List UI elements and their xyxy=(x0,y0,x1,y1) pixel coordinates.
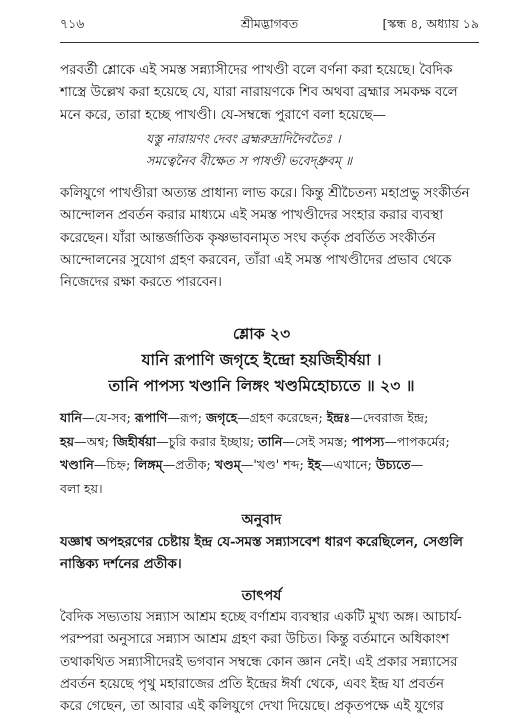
synonym-meaning: — xyxy=(410,457,424,472)
synonym-meaning: —দেবরাজ ইন্দ্র; xyxy=(350,410,429,425)
synonym-term: ইহ xyxy=(307,457,321,472)
synonym-meaning: —অশ্ব; xyxy=(74,433,113,449)
purport-title: তাৎপর্য xyxy=(241,588,282,604)
translation-text xyxy=(60,531,479,576)
kali-line: নিজেদের রক্ষা করতে পারবেন। xyxy=(60,275,222,291)
page-number: ৭১৬ xyxy=(60,16,85,31)
synonym-term: জগৃহে xyxy=(205,410,238,425)
synonym-meaning: —পাপকর্মের; xyxy=(384,433,450,449)
synonym-meaning: —যে-সব; xyxy=(82,410,135,425)
kali-line: করেছেন। যাঁরা আন্তর্জাতিক কৃষ্ণভাবনামৃত সংঘ কর্তৃক প্রবর্তিত সংকীর্তন xyxy=(60,230,436,246)
synonym-meaning: —রূপ; xyxy=(167,410,206,425)
intro-line: মনে করে, তারা হচ্ছে পাখণ্ডী। যে-সম্বন্ধে পুরাণে বলা হয়েছে— xyxy=(60,107,386,123)
synonym-meaning: —চিহ্ন; xyxy=(93,457,135,472)
synonym-line: বলা হয়। xyxy=(60,480,103,496)
translation-title: অনুবাদ xyxy=(241,512,282,528)
sloka-title: শ্লোক ২৩ xyxy=(232,324,291,343)
synonym-term: উচ্যতে xyxy=(375,457,411,472)
synonym-meaning: —এখানে; xyxy=(320,457,376,472)
synonym-meaning: —সেই সমস্ত; xyxy=(282,433,352,449)
synonym-line xyxy=(60,406,479,430)
synonym-term: ইন্দ্রঃ xyxy=(326,410,351,425)
purana-quote xyxy=(146,128,352,172)
synonym-term: হয় xyxy=(60,433,75,449)
synonym-term: জিহীর্ষয়া xyxy=(112,433,157,449)
synonym-meaning: —প্রতীক; xyxy=(162,457,215,472)
purport-line: তথাকথিত সন্ন্যাসীদেরই ভগবান সম্বন্ধে কোন জ্ঞান নেই। এই প্রকার সন্ন্যাসের xyxy=(60,654,458,670)
synonym-term: খণ্ডানি xyxy=(60,457,94,472)
kali-line: আন্দোলনের সুযোগ গ্রহণ করবেন, তাঁরা এই সমস্ত পাখণ্ডীদের প্রভাব থেকে xyxy=(60,252,452,268)
kali-paragraph xyxy=(60,183,479,294)
kali-line: কলিযুগে পাখণ্ডীরা অত্যন্ত প্রাধান্য লাভ করে। কিন্তু শ্রীচৈতন্য মহাপ্রভু সংকীর্তন xyxy=(60,186,470,201)
sloka-line: যানি রূপাণি জগৃহে ইন্দ্রো হয়জিহীর্ষয়া । xyxy=(141,350,382,369)
intro-line: পরবর্তী শ্লোকে এই সমস্ত সন্ন্যাসীদের পাখণ্ডী বলে বর্ণনা করা হয়েছে। বৈদিক xyxy=(60,63,453,78)
intro-line: শাস্ত্রে উল্লেখ করা হয়েছে যে, যারা নারায়ণকে শিব অথবা ব্রহ্মার সমকক্ষ বলে xyxy=(60,85,458,101)
purport-line: বৈদিক সভ্যতায় সন্ন্যাস আশ্রম হচ্ছে বর্ণাশ্রম ব্যবস্থার একটি মুখ্য অঙ্গ। আচার্য- xyxy=(60,610,462,625)
quote-line: সমত্বেনৈব বীক্ষেত স পাষণ্ডী ভবেদ্ধ্রুবম্ ॥ xyxy=(146,153,353,168)
header-rule xyxy=(60,42,479,43)
running-header xyxy=(60,16,479,36)
translation-line: যজ্ঞাশ্ব অপহরণের চেষ্টায় ইন্দ্র যে-সমস্ত সন্ন্যাসবেশ ধারণ করেছিলেন, সেগুলি xyxy=(60,534,463,550)
synonym-line xyxy=(60,453,479,477)
synonym-term: তানি xyxy=(258,433,283,449)
synonym-term: খণ্ডম্ xyxy=(214,457,241,472)
quote-line: যস্তু নারায়ণং দেবং ব্রহ্মরুদ্রাদিদৈবতৈঃ । xyxy=(146,131,341,146)
purport-line: প্রবর্তন হয়েছে পৃথু মহারাজের প্রতি ইন্দ্রের ঈর্ষা থেকে, এবং ইন্দ্র যা প্রবর্তন xyxy=(60,676,445,692)
sloka-line: তানি পাপস্য খণ্ডানি লিঙ্গং খণ্ডমিহোচ্যতে ॥ ২৩ ॥ xyxy=(108,376,415,395)
intro-paragraph xyxy=(60,60,479,127)
purport-line: করে গেছেন, তা আবার এই কলিযুগে দেখা দিয়েছে। প্রকৃতপক্ষে এই যুগের xyxy=(60,699,444,715)
synonym-term: রূপাণি xyxy=(134,410,168,425)
book-title: শ্রীমদ্ভাগবত xyxy=(240,16,299,31)
synonym-term: লিঙ্গম্ xyxy=(134,457,163,472)
kali-line: আন্দোলন প্রবর্তন করার মাধ্যমে এই সমস্ত পাখণ্ডীদের সংহার করার ব্যবস্থা xyxy=(60,208,444,224)
synonyms xyxy=(60,406,479,500)
chapter-reference: [স্কন্ধ ৪, অধ্যায় ১৯ xyxy=(382,16,479,31)
synonym-term: পাপস্য xyxy=(351,433,385,449)
synonym-meaning: —চুরি করার ইচ্ছায়; xyxy=(156,433,259,449)
translation-line: নাস্তিক্য দর্শনের প্রতীক। xyxy=(60,556,182,573)
synonym-line xyxy=(60,430,479,454)
purport-paragraph xyxy=(60,607,479,718)
purport-line: পরম্পরা অনুসারে সন্ন্যাস আশ্রম গ্রহণ করা উচিত। কিন্তু বর্তমানে অধিকাংশ xyxy=(60,632,450,648)
synonym-meaning: —'খণ্ড' শব্দ; xyxy=(240,457,308,472)
synonym-meaning: —গ্রহণ করেছেন; xyxy=(237,410,327,425)
synonym-term: যানি xyxy=(60,410,83,425)
